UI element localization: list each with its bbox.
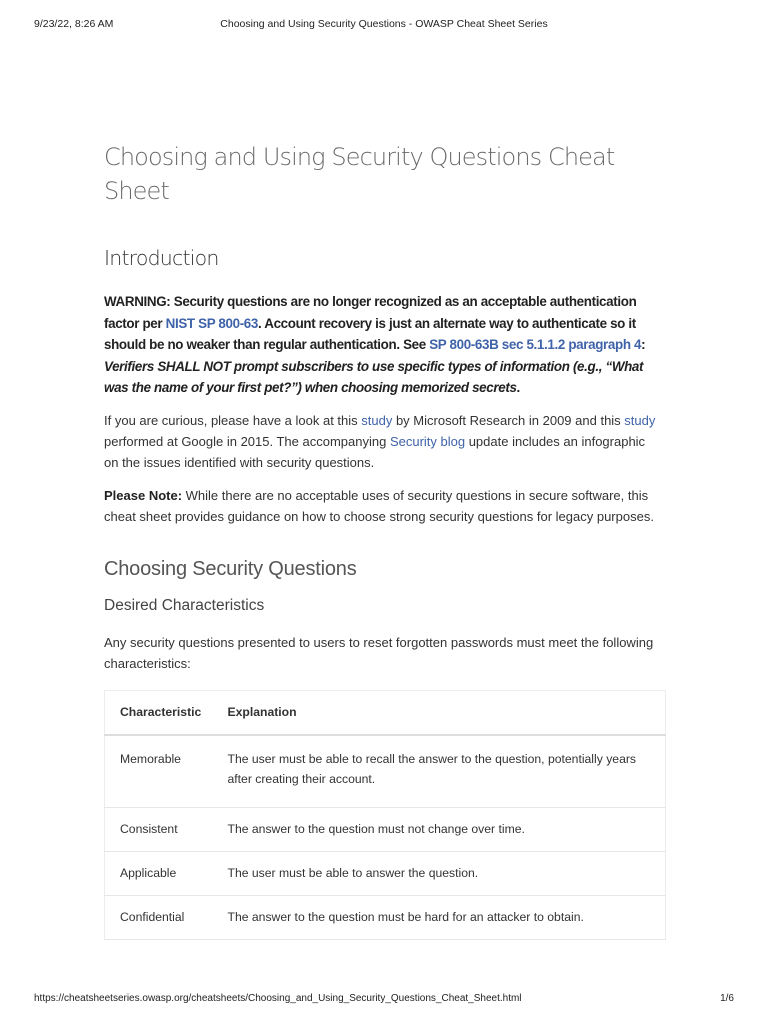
table-row: [105, 808, 666, 852]
table-cell-explanation: The answer to the question must be hard for an attacker to obtain.: [213, 896, 666, 940]
microsoft-study-link[interactable]: study: [361, 412, 393, 428]
choosing-section: [104, 532, 658, 674]
characteristics-table: [104, 690, 666, 940]
print-page-number: 1/6: [720, 993, 734, 1004]
curious-paragraph: [104, 410, 658, 473]
table-row: [105, 852, 666, 896]
table-cell-characteristic: Consistent: [105, 808, 213, 852]
table-row: [105, 735, 666, 808]
print-page-title: Choosing and Using Security Questions - OWASP Cheat Sheet Series: [220, 18, 548, 30]
warning-label: WARNING:: [104, 294, 171, 309]
print-footer: [34, 993, 734, 1009]
print-header: [34, 18, 734, 34]
curious-text-2: by Microsoft Research in 2009 and this: [392, 412, 625, 428]
note-text: While there are no acceptable uses of security questions in secure software, this cheat sheet provides guidance on how to choose strong security questions for legacy purposes.: [104, 487, 654, 524]
page-title: Choosing and Using Security Questions Cheat Sheet: [104, 143, 615, 205]
table-cell-characteristic: Confidential: [105, 896, 213, 940]
print-url: https://cheatsheetseries.owasp.org/cheatsheets/Choosing_and_Using_Security_Questions_Cheat_Sheet.html: [34, 993, 522, 1004]
article-content: [104, 140, 658, 527]
curious-text-4: update includes an infographic on the issues identified with security questions.: [104, 433, 646, 470]
warning-text-1: Security questions are no longer recognized as an acceptable authentication factor per: [104, 294, 637, 331]
note-label: Please Note:: [104, 487, 183, 503]
table-cell-characteristic: Memorable: [105, 735, 213, 808]
warning-text-2: . Account recovery is just an alternate way to authenticate so it should be no weaker than regular authentication. See: [104, 315, 636, 352]
table-cell-explanation: The answer to the question must not change over time.: [213, 808, 666, 852]
table-header-characteristic: Characteristic: [105, 691, 213, 735]
warning-paragraph: [104, 291, 658, 399]
curious-text-3: performed at Google in 2015. The accompanying: [104, 433, 390, 449]
table-header-row: [105, 691, 666, 735]
intro-heading: Introduction: [104, 246, 219, 270]
security-blog-link[interactable]: Security blog: [389, 433, 466, 449]
curious-text-1: If you are curious, please have a look at this: [104, 412, 362, 428]
print-datetime: 9/23/22, 8:26 AM: [34, 18, 114, 30]
warning-text-3: :: [641, 337, 646, 352]
sp-800-63b-link[interactable]: SP 800-63B sec 5.1.1.2 paragraph 4: [429, 337, 642, 352]
table-header-explanation: Explanation: [213, 691, 666, 735]
table-row: [105, 896, 666, 940]
google-study-link[interactable]: study: [624, 412, 656, 428]
table-cell-explanation: The user must be able to answer the question.: [213, 852, 666, 896]
subsection-heading: Desired Characteristics: [104, 597, 265, 614]
lead-paragraph: Any security questions presented to users to reset forgotten passwords must meet the following characteristics:: [104, 635, 654, 671]
section-heading: Choosing Security Questions: [104, 558, 357, 580]
nist-sp-800-63-link[interactable]: NIST SP 800-63: [165, 315, 258, 331]
table-cell-characteristic: Applicable: [105, 852, 213, 896]
note-paragraph: [104, 485, 658, 527]
table-cell-explanation: The user must be able to recall the answer to the question, potentially years after creating their account.: [213, 735, 666, 808]
warning-text-4: .: [516, 380, 520, 395]
warning-quote: Verifiers SHALL NOT prompt subscribers to use specific types of information (e.g., “What was the name of your first pet?”) when choosing memorized secrets: [104, 358, 644, 395]
